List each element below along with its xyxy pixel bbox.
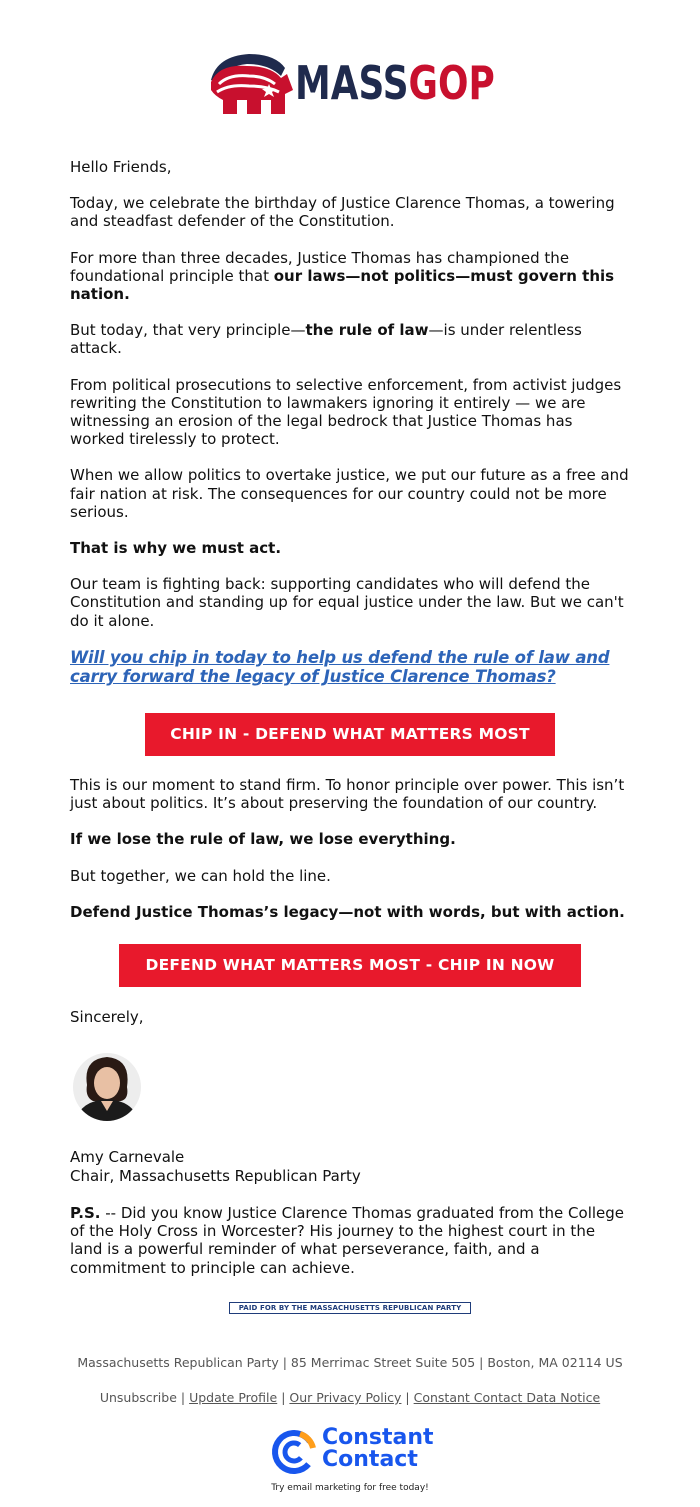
paragraph-9-bold: If we lose the rule of law, we lose everything. (70, 830, 456, 849)
chip-in-button-1[interactable]: CHIP IN - DEFEND WHAT MATTERS MOST (145, 713, 555, 756)
paragraph-10: But together, we can hold the line. (70, 866, 331, 885)
data-notice-link[interactable]: Constant Contact Data Notice (413, 1390, 601, 1405)
paragraph-4: From political prosecutions to selective enforcement, from activist judges rewriting the Constitution to lawmakers ignoring it entirely — we are witnessing an erosion of the legal bedrock that Justice Thomas has worked tirelessly to protect. (70, 375, 622, 449)
sign-off: Sincerely, (70, 1008, 144, 1026)
unsubscribe-link[interactable]: Unsubscribe (99, 1390, 177, 1405)
paragraph-7: Our team is fighting back: supporting candidates who will defend the Constitution and standing up for equal justice under the law. But we can't do it alone. (70, 575, 624, 630)
paragraph-3-text: But today, that very principle— (70, 321, 306, 340)
greeting: Hello Friends, (70, 158, 172, 176)
paragraph-8: This is our moment to stand firm. To honor principle over power. This isn’t just about politics. It’s about preserving the foundation of our country. (70, 776, 625, 813)
footer-address: Massachusetts Republican Party | 85 Merrimac Street Suite 505 | Boston, MA 02114 US (77, 1355, 623, 1370)
paragraph-3 (70, 321, 630, 357)
logo-gop-text: GOP (408, 56, 495, 110)
logo-wordmark (295, 50, 495, 116)
donate-question-paragraph (70, 648, 630, 687)
logo-mass-text: MASS (295, 56, 409, 110)
chip-in-button-2[interactable]: DEFEND WHAT MATTERS MOST - CHIP IN NOW (119, 944, 581, 987)
cc-line1: Constant (322, 1425, 434, 1450)
paragraph-6-bold: That is why we must act. (70, 539, 282, 558)
paragraph-9 (70, 830, 635, 848)
paragraph-2-bold: our laws—not politics—must govern this nation. (70, 266, 615, 304)
constant-contact-icon (270, 1428, 318, 1476)
donate-question-link[interactable]: Will you chip in today to help us defend the rule of law and carry forward the legacy of Justice Clarence Thomas? (70, 647, 610, 687)
paragraph-6 (70, 539, 630, 557)
paragraph-1: Today, we celebrate the birthday of Justice Clarence Thomas, a towering and steadfast defender of the Constitution. (70, 194, 615, 231)
paragraph-11-bold: Defend Justice Thomas’s legacy—not with words, but with action. (70, 902, 625, 921)
email-body (70, 158, 630, 705)
paragraph-11 (70, 903, 635, 921)
separator: | (176, 1390, 190, 1405)
ps-label: P.S. (70, 1204, 101, 1222)
email-body-continued (70, 776, 635, 939)
elephant-logo-icon (209, 50, 295, 116)
paragraph-3-bold: the rule of law (305, 321, 429, 340)
constant-contact-wordmark (322, 1427, 434, 1471)
massgop-logo[interactable] (209, 50, 495, 116)
postscript (70, 1204, 630, 1277)
separator: | (401, 1390, 414, 1405)
ps-text: -- Did you know Justice Clarence Thomas graduated from the College of the Holy Cross in Worcester? His journey to the highest court in the land is a powerful reminder of what perseverance, faith, and a commitment to principle can achieve. (70, 1204, 625, 1277)
cc-line2: Contact (322, 1447, 418, 1472)
constant-contact-tagline[interactable]: Try email marketing for free today! (271, 1483, 429, 1493)
signature-block (70, 1148, 361, 1185)
paragraph-5: When we allow politics to overtake justice, we put our future as a free and fair nation at risk. The consequences for our country could not be more serious. (70, 466, 629, 521)
privacy-policy-link[interactable]: Our Privacy Policy (289, 1390, 402, 1405)
paragraph-2-text: For more than three decades, Justice Thomas has championed the foundational principle that (70, 248, 570, 285)
paragraph-2 (70, 249, 630, 304)
avatar (73, 1051, 141, 1123)
separator: | (277, 1390, 290, 1405)
update-profile-link[interactable]: Update Profile (189, 1390, 278, 1405)
paragraph-3-end: —is under relentless attack. (70, 321, 582, 358)
paid-for-disclaimer: PAID FOR BY THE MASSACHUSETTS REPUBLICAN PARTY (229, 1302, 471, 1314)
footer-links (0, 1390, 700, 1405)
signer-name: Amy Carnevale (70, 1148, 185, 1166)
signer-title: Chair, Massachusetts Republican Party (70, 1166, 361, 1185)
signer-photo-icon (73, 1051, 141, 1123)
